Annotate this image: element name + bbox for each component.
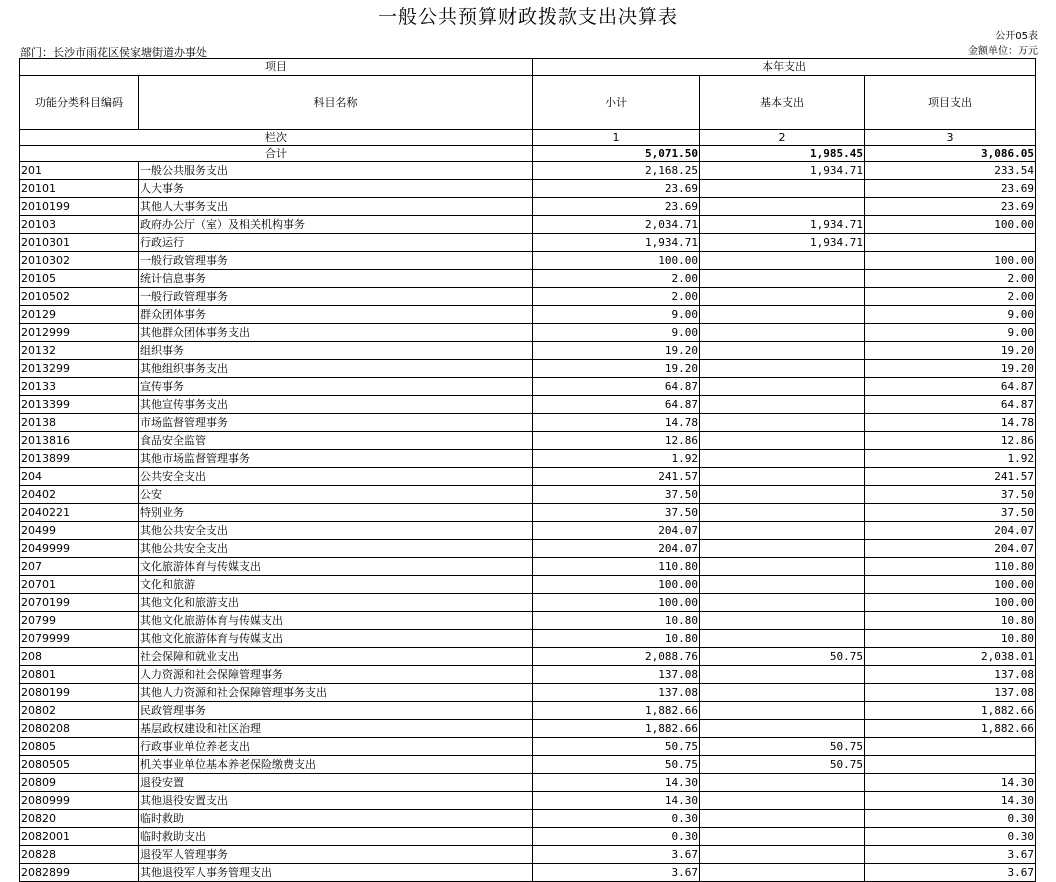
row-project: 9.00	[865, 324, 1036, 342]
row-basic	[700, 846, 865, 864]
row-subtotal: 204.07	[533, 522, 700, 540]
table-row	[20, 576, 1036, 594]
row-code: 208	[20, 648, 139, 666]
row-basic	[700, 432, 865, 450]
row-code: 2080199	[20, 684, 139, 702]
table-row	[20, 864, 1036, 882]
row-basic	[700, 630, 865, 648]
row-project	[865, 756, 1036, 774]
row-name: 统计信息事务	[139, 270, 533, 288]
row-name: 一般行政管理事务	[139, 252, 533, 270]
table-row	[20, 468, 1036, 486]
row-project	[865, 738, 1036, 756]
row-basic	[700, 540, 865, 558]
row-basic	[700, 684, 865, 702]
header-subtotal: 小计	[533, 76, 700, 130]
row-subtotal: 241.57	[533, 468, 700, 486]
total-subtotal: 5,071.50	[533, 146, 700, 162]
row-project: 0.30	[865, 828, 1036, 846]
row-name: 退役安置	[139, 774, 533, 792]
row-subtotal: 50.75	[533, 738, 700, 756]
row-project: 19.20	[865, 360, 1036, 378]
row-name: 其他文化旅游体育与传媒支出	[139, 612, 533, 630]
row-code: 20129	[20, 306, 139, 324]
row-code: 2013399	[20, 396, 139, 414]
row-subtotal: 14.30	[533, 774, 700, 792]
row-code: 20402	[20, 486, 139, 504]
row-basic	[700, 666, 865, 684]
row-subtotal: 2,088.76	[533, 648, 700, 666]
row-code: 20802	[20, 702, 139, 720]
row-basic	[700, 522, 865, 540]
row-project: 0.30	[865, 810, 1036, 828]
row-project: 3.67	[865, 846, 1036, 864]
row-name: 人力资源和社会保障管理事务	[139, 666, 533, 684]
row-project: 204.07	[865, 522, 1036, 540]
row-basic	[700, 792, 865, 810]
row-project: 14.30	[865, 774, 1036, 792]
row-subtotal: 100.00	[533, 576, 700, 594]
row-code: 2080505	[20, 756, 139, 774]
row-project: 14.78	[865, 414, 1036, 432]
table-row	[20, 558, 1036, 576]
row-basic	[700, 828, 865, 846]
row-name: 退役军人管理事务	[139, 846, 533, 864]
row-project: 137.08	[865, 684, 1036, 702]
table-row	[20, 504, 1036, 522]
row-basic	[700, 504, 865, 522]
row-project: 10.80	[865, 612, 1036, 630]
table-row	[20, 306, 1036, 324]
row-subtotal: 19.20	[533, 342, 700, 360]
table-row	[20, 360, 1036, 378]
row-basic	[700, 594, 865, 612]
row-basic	[700, 378, 865, 396]
row-name: 文化旅游体育与传媒支出	[139, 558, 533, 576]
column-index-2: 2	[700, 130, 865, 146]
row-subtotal: 23.69	[533, 198, 700, 216]
row-code: 2013899	[20, 450, 139, 468]
row-project: 241.57	[865, 468, 1036, 486]
row-basic: 50.75	[700, 738, 865, 756]
row-subtotal: 110.80	[533, 558, 700, 576]
row-name: 政府办公厅（室）及相关机构事务	[139, 216, 533, 234]
row-project: 9.00	[865, 306, 1036, 324]
row-name: 其他群众团体事务支出	[139, 324, 533, 342]
row-project: 23.69	[865, 180, 1036, 198]
total-row	[20, 146, 1036, 162]
table-row	[20, 288, 1036, 306]
table-row	[20, 234, 1036, 252]
row-subtotal: 23.69	[533, 180, 700, 198]
row-basic	[700, 486, 865, 504]
table-row	[20, 450, 1036, 468]
table-row	[20, 702, 1036, 720]
report-title: 一般公共预算财政拨款支出决算表	[377, 6, 678, 28]
row-code: 20809	[20, 774, 139, 792]
table-row	[20, 396, 1036, 414]
row-subtotal: 50.75	[533, 756, 700, 774]
row-project: 137.08	[865, 666, 1036, 684]
table-body	[20, 162, 1036, 882]
row-code: 201	[20, 162, 139, 180]
row-code: 2080208	[20, 720, 139, 738]
row-basic	[700, 180, 865, 198]
row-project: 3.67	[865, 864, 1036, 882]
column-index-label: 栏次	[20, 130, 533, 146]
table-row	[20, 252, 1036, 270]
table-row	[20, 810, 1036, 828]
row-name: 其他市场监督管理事务	[139, 450, 533, 468]
table-row	[20, 216, 1036, 234]
row-name: 社会保障和就业支出	[139, 648, 533, 666]
row-name: 一般行政管理事务	[139, 288, 533, 306]
row-code: 2040221	[20, 504, 139, 522]
table-row	[20, 792, 1036, 810]
row-code: 20805	[20, 738, 139, 756]
row-basic	[700, 396, 865, 414]
row-project: 37.50	[865, 504, 1036, 522]
row-project: 1,882.66	[865, 720, 1036, 738]
table-row	[20, 630, 1036, 648]
row-code: 20701	[20, 576, 139, 594]
table-row	[20, 486, 1036, 504]
row-name: 其他宣传事务支出	[139, 396, 533, 414]
row-name: 行政运行	[139, 234, 533, 252]
row-basic	[700, 360, 865, 378]
row-project: 12.86	[865, 432, 1036, 450]
row-basic	[700, 810, 865, 828]
row-basic	[700, 702, 865, 720]
table-row	[20, 414, 1036, 432]
row-name: 市场监督管理事务	[139, 414, 533, 432]
row-basic	[700, 252, 865, 270]
table-row	[20, 198, 1036, 216]
row-name: 食品安全监管	[139, 432, 533, 450]
department-label: 部门：长沙市雨花区侯家塘街道办事处	[20, 46, 207, 59]
row-project: 23.69	[865, 198, 1036, 216]
table-row	[20, 162, 1036, 180]
row-name: 其他人力资源和社会保障管理事务支出	[139, 684, 533, 702]
table-row	[20, 738, 1036, 756]
row-code: 20820	[20, 810, 139, 828]
total-basic: 1,985.45	[700, 146, 865, 162]
row-name: 机关事业单位基本养老保险缴费支出	[139, 756, 533, 774]
row-subtotal: 3.67	[533, 864, 700, 882]
row-name: 行政事业单位养老支出	[139, 738, 533, 756]
row-name: 其他组织事务支出	[139, 360, 533, 378]
row-name: 其他文化和旅游支出	[139, 594, 533, 612]
row-subtotal: 10.80	[533, 630, 700, 648]
row-code: 20101	[20, 180, 139, 198]
row-subtotal: 1,934.71	[533, 234, 700, 252]
row-name: 其他文化旅游体育与传媒支出	[139, 630, 533, 648]
row-code: 2012999	[20, 324, 139, 342]
row-subtotal: 37.50	[533, 504, 700, 522]
row-project: 19.20	[865, 342, 1036, 360]
row-project: 204.07	[865, 540, 1036, 558]
row-code: 20828	[20, 846, 139, 864]
row-basic: 1,934.71	[700, 234, 865, 252]
row-name: 人大事务	[139, 180, 533, 198]
row-project: 110.80	[865, 558, 1036, 576]
row-basic	[700, 720, 865, 738]
row-code: 2079999	[20, 630, 139, 648]
table-row	[20, 648, 1036, 666]
row-code: 20499	[20, 522, 139, 540]
total-project: 3,086.05	[865, 146, 1036, 162]
header-basic: 基本支出	[700, 76, 865, 130]
table-row	[20, 270, 1036, 288]
table-row	[20, 324, 1036, 342]
row-project: 10.80	[865, 630, 1036, 648]
row-basic	[700, 414, 865, 432]
row-project: 233.54	[865, 162, 1036, 180]
row-code: 204	[20, 468, 139, 486]
row-code: 2013299	[20, 360, 139, 378]
row-code: 20103	[20, 216, 139, 234]
row-code: 2070199	[20, 594, 139, 612]
row-name: 基层政权建设和社区治理	[139, 720, 533, 738]
row-basic	[700, 612, 865, 630]
row-subtotal: 14.78	[533, 414, 700, 432]
table-row	[20, 612, 1036, 630]
table-row	[20, 522, 1036, 540]
expenditure-table	[19, 58, 1036, 882]
total-label: 合计	[20, 146, 533, 162]
table-row	[20, 684, 1036, 702]
row-basic	[700, 450, 865, 468]
row-subtotal: 0.30	[533, 810, 700, 828]
row-subtotal: 19.20	[533, 360, 700, 378]
row-subtotal: 14.30	[533, 792, 700, 810]
row-subtotal: 1.92	[533, 450, 700, 468]
row-basic	[700, 270, 865, 288]
row-project: 100.00	[865, 594, 1036, 612]
row-project: 2.00	[865, 288, 1036, 306]
form-code: 公开05表	[995, 31, 1038, 42]
table-row	[20, 828, 1036, 846]
header-code: 功能分类科目编码	[20, 76, 139, 130]
row-basic	[700, 342, 865, 360]
row-code: 2013816	[20, 432, 139, 450]
row-name: 其他退役军人事务管理支出	[139, 864, 533, 882]
row-basic: 1,934.71	[700, 162, 865, 180]
row-subtotal: 2.00	[533, 288, 700, 306]
table-row	[20, 720, 1036, 738]
row-name: 民政管理事务	[139, 702, 533, 720]
row-project: 2,038.01	[865, 648, 1036, 666]
table-row	[20, 774, 1036, 792]
row-basic	[700, 558, 865, 576]
row-code: 2082001	[20, 828, 139, 846]
table-row	[20, 846, 1036, 864]
row-subtotal: 100.00	[533, 252, 700, 270]
row-basic: 1,934.71	[700, 216, 865, 234]
row-subtotal: 2,168.25	[533, 162, 700, 180]
row-subtotal: 1,882.66	[533, 720, 700, 738]
row-subtotal: 1,882.66	[533, 702, 700, 720]
row-code: 207	[20, 558, 139, 576]
row-basic	[700, 864, 865, 882]
row-subtotal: 0.30	[533, 828, 700, 846]
row-subtotal: 64.87	[533, 378, 700, 396]
table-row	[20, 180, 1036, 198]
row-subtotal: 2.00	[533, 270, 700, 288]
row-subtotal: 9.00	[533, 306, 700, 324]
row-basic: 50.75	[700, 756, 865, 774]
row-subtotal: 100.00	[533, 594, 700, 612]
header-name: 科目名称	[139, 76, 533, 130]
row-project: 100.00	[865, 576, 1036, 594]
header-project: 项目支出	[865, 76, 1036, 130]
table-row	[20, 432, 1036, 450]
row-subtotal: 137.08	[533, 684, 700, 702]
row-project: 2.00	[865, 270, 1036, 288]
row-code: 20133	[20, 378, 139, 396]
table-row	[20, 666, 1036, 684]
row-subtotal: 2,034.71	[533, 216, 700, 234]
row-project: 100.00	[865, 252, 1036, 270]
row-basic	[700, 324, 865, 342]
row-code: 20132	[20, 342, 139, 360]
row-code: 2082899	[20, 864, 139, 882]
row-basic	[700, 576, 865, 594]
row-code: 20105	[20, 270, 139, 288]
row-basic	[700, 288, 865, 306]
table-row	[20, 342, 1036, 360]
row-project: 64.87	[865, 396, 1036, 414]
header-item: 项目	[20, 59, 533, 76]
row-subtotal: 64.87	[533, 396, 700, 414]
row-code: 20799	[20, 612, 139, 630]
unit-label: 金额单位：万元	[968, 46, 1038, 57]
row-code: 2010502	[20, 288, 139, 306]
row-name: 其他人大事务支出	[139, 198, 533, 216]
column-index-3: 3	[865, 130, 1036, 146]
row-project	[865, 234, 1036, 252]
row-name: 文化和旅游	[139, 576, 533, 594]
row-basic	[700, 306, 865, 324]
row-name: 其他退役安置支出	[139, 792, 533, 810]
row-code: 2010301	[20, 234, 139, 252]
row-code: 2010199	[20, 198, 139, 216]
column-index-1: 1	[533, 130, 700, 146]
row-name: 公共安全支出	[139, 468, 533, 486]
table-row	[20, 540, 1036, 558]
row-name: 其他公共安全支出	[139, 522, 533, 540]
row-subtotal: 3.67	[533, 846, 700, 864]
row-code: 2080999	[20, 792, 139, 810]
row-name: 临时救助支出	[139, 828, 533, 846]
row-project: 1,882.66	[865, 702, 1036, 720]
row-name: 其他公共安全支出	[139, 540, 533, 558]
table-row	[20, 594, 1036, 612]
row-basic: 50.75	[700, 648, 865, 666]
row-project: 37.50	[865, 486, 1036, 504]
row-code: 20801	[20, 666, 139, 684]
row-code: 20138	[20, 414, 139, 432]
row-name: 宣传事务	[139, 378, 533, 396]
row-name: 一般公共服务支出	[139, 162, 533, 180]
row-subtotal: 204.07	[533, 540, 700, 558]
row-subtotal: 12.86	[533, 432, 700, 450]
row-name: 组织事务	[139, 342, 533, 360]
row-project: 14.30	[865, 792, 1036, 810]
row-project: 100.00	[865, 216, 1036, 234]
row-subtotal: 137.08	[533, 666, 700, 684]
row-name: 公安	[139, 486, 533, 504]
row-code: 2049999	[20, 540, 139, 558]
row-subtotal: 9.00	[533, 324, 700, 342]
row-basic	[700, 774, 865, 792]
table-row	[20, 756, 1036, 774]
row-name: 特别业务	[139, 504, 533, 522]
table-row	[20, 378, 1036, 396]
row-project: 64.87	[865, 378, 1036, 396]
row-basic	[700, 198, 865, 216]
row-code: 2010302	[20, 252, 139, 270]
row-subtotal: 10.80	[533, 612, 700, 630]
row-basic	[700, 468, 865, 486]
row-name: 临时救助	[139, 810, 533, 828]
row-subtotal: 37.50	[533, 486, 700, 504]
row-name: 群众团体事务	[139, 306, 533, 324]
header-current-year: 本年支出	[533, 59, 1036, 76]
row-project: 1.92	[865, 450, 1036, 468]
